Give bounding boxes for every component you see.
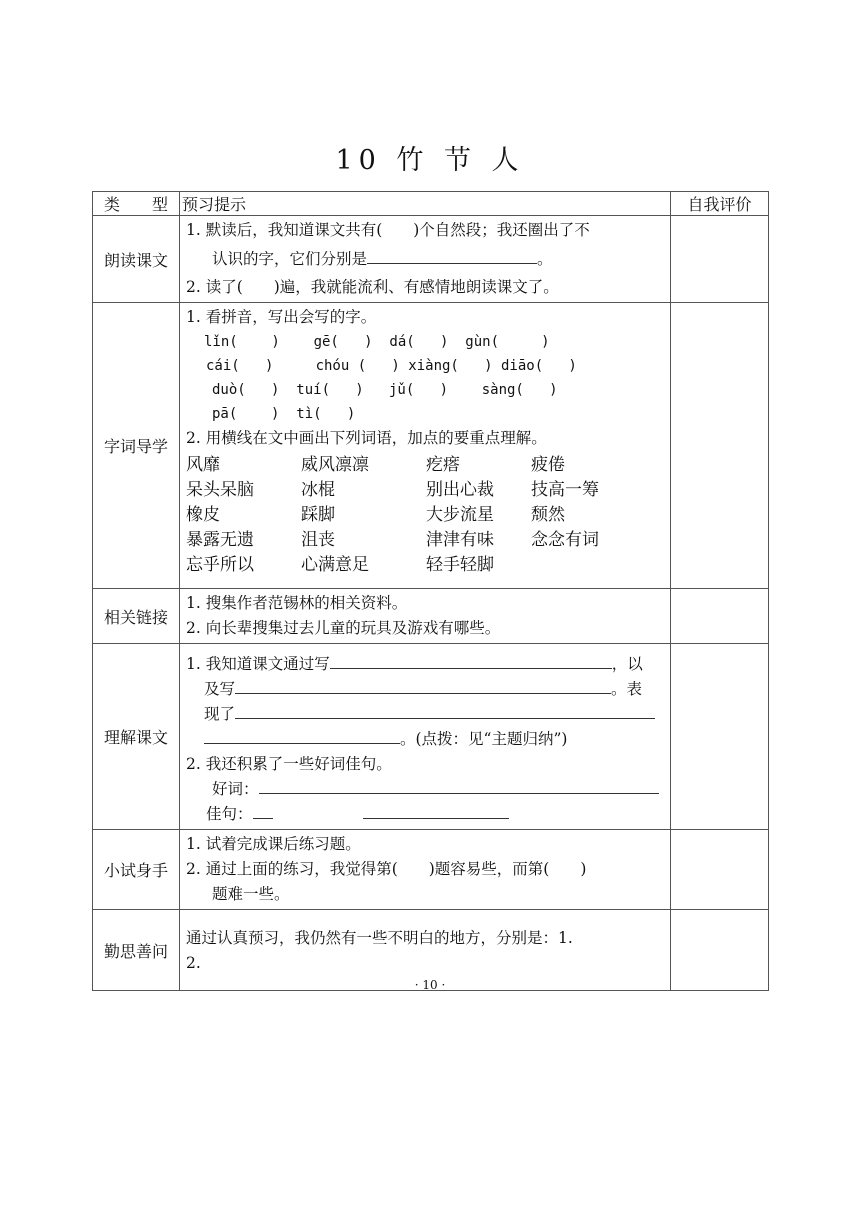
word-item: 呆头呆脑: [186, 480, 254, 500]
links-line-1: 1. 搜集作者范锡林的相关资料。: [186, 594, 408, 612]
practice-line-2: 2. 通过上面的练习，我觉得第( )题容易些，而第( ): [186, 860, 587, 878]
links-line-2: 2. 向长辈搜集过去儿童的玩具及游戏有哪些。: [186, 619, 501, 637]
word-item: 冰棍: [301, 480, 335, 500]
header-type: 类 型: [93, 192, 180, 216]
table-row: [93, 589, 769, 644]
understand-line-1-text: 1. 我知道课文通过写: [186, 655, 330, 673]
write-blank-4[interactable]: [204, 727, 400, 744]
vocab-task-1: 1. 看拼音，写出会写的字。: [186, 308, 377, 326]
page-number: · 10 ·: [414, 978, 446, 992]
row-content-understand: [180, 644, 671, 830]
write-blank-1[interactable]: [330, 652, 612, 669]
understand-line-1-end: ，以: [611, 655, 643, 673]
word-item: 疙瘩: [426, 455, 460, 475]
understand-line-3-text: 现了: [204, 705, 236, 723]
table-row: [93, 644, 769, 830]
self-eval-cell[interactable]: [671, 216, 769, 303]
write-blank-3[interactable]: [235, 702, 655, 719]
good-words-line: [186, 777, 666, 802]
good-sentences-label: 佳句：: [206, 805, 253, 823]
pinyin-line-3: duò( ) tuí( ) jǔ( ) sàng( ): [212, 382, 558, 398]
table-header-row: [93, 192, 769, 216]
good-words-label: 好词：: [212, 780, 259, 798]
word-item: 颓然: [531, 505, 565, 525]
table-row: [93, 216, 769, 303]
reading-line-2-end: 。: [537, 250, 553, 268]
word-item: 津津有味: [426, 530, 494, 550]
questions-line-1: 通过认真预习，我仍然有一些不明白的地方，分别是：1.: [186, 929, 573, 947]
understand-line-1: [186, 652, 666, 677]
word-item: 暴露无遗: [186, 530, 254, 550]
word-item: 技高一筹: [531, 480, 599, 500]
word-item: 威风凛凛: [301, 455, 369, 475]
good-sentences-blank-1[interactable]: [253, 802, 273, 819]
row-label-vocab: 字词导学: [93, 303, 180, 589]
row-label-questions: 勤思善问: [93, 910, 180, 991]
row-label-reading: 朗读课文: [93, 216, 180, 303]
word-item: 轻手轻脚: [426, 555, 494, 575]
word-item: 念念有词: [531, 530, 599, 550]
header-eval: 自我评价: [671, 192, 769, 216]
good-sentences-blank-2[interactable]: [363, 802, 509, 819]
word-item: [531, 553, 641, 578]
self-eval-cell[interactable]: [671, 830, 769, 910]
understand-line-4-text: 。(点拨：见“主题归纳”): [400, 730, 568, 748]
word-item: 沮丧: [301, 530, 335, 550]
good-sentences-line: [186, 802, 666, 827]
pinyin-line-4: pā( ) tì( ): [212, 406, 356, 422]
table-row: [93, 303, 769, 589]
write-blank-2[interactable]: [235, 677, 611, 694]
word-grid: [186, 453, 666, 578]
word-item: 忘乎所以: [186, 555, 254, 575]
understand-line-2-text: 及写: [204, 680, 236, 698]
row-content-links: [180, 589, 671, 644]
questions-line-2: 2.: [186, 954, 201, 972]
understand-line-3: [186, 702, 666, 727]
row-content-reading: [180, 216, 671, 303]
practice-line-3: 题难一些。: [212, 885, 290, 903]
practice-line-1: 1. 试着完成课后练习题。: [186, 835, 361, 853]
word-item: 橡皮: [186, 505, 220, 525]
understand-line-4: [186, 727, 666, 752]
unknown-words-blank[interactable]: [367, 247, 537, 264]
understand-line-5: 2. 我还积累了一些好词佳句。: [186, 755, 392, 773]
understand-line-2-end: 。表: [611, 680, 643, 698]
header-tips: 预习提示: [180, 192, 671, 216]
row-content-practice: [180, 830, 671, 910]
word-item: 别出心裁: [426, 480, 494, 500]
word-item: 疲倦: [531, 455, 565, 475]
reading-line-2: [186, 243, 666, 275]
reading-line-1: 1. 默读后，我知道课文共有( )个自然段；我还圈出了不: [186, 221, 590, 239]
word-item: 心满意足: [301, 555, 369, 575]
row-label-links: 相关链接: [93, 589, 180, 644]
pinyin-line-2: cái( ) chóu ( ) xiàng( ) diāo( ): [206, 358, 577, 374]
understand-line-2: [186, 677, 666, 702]
word-item: 大步流星: [426, 505, 494, 525]
word-item: 风靡: [186, 455, 220, 475]
page-title: 10 竹 节 人: [335, 145, 525, 176]
self-eval-cell[interactable]: [671, 303, 769, 589]
reading-line-2-text: 认识的字，它们分别是: [212, 250, 368, 268]
preview-table: [92, 191, 769, 991]
self-eval-cell[interactable]: [671, 589, 769, 644]
table-row: [93, 830, 769, 910]
reading-line-3: 2. 读了( )遍，我就能流利、有感情地朗读课文了。: [186, 278, 559, 296]
word-item: 踩脚: [301, 505, 335, 525]
self-eval-cell[interactable]: [671, 644, 769, 830]
vocab-task-2: 2. 用横线在文中画出下列词语，加点的要重点理解。: [186, 429, 547, 447]
row-label-understand: 理解课文: [93, 644, 180, 830]
good-words-blank[interactable]: [259, 777, 659, 794]
pinyin-line-1: lǐn( ) gē( ) dá( ) gùn( ): [204, 334, 550, 350]
row-content-vocab: [180, 303, 671, 589]
row-label-practice: 小试身手: [93, 830, 180, 910]
